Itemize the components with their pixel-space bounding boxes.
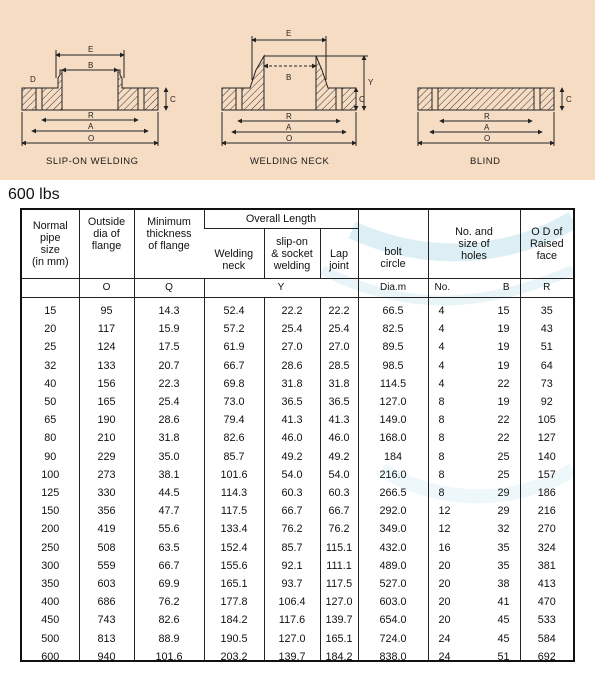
blind-caption: BLIND [470,156,501,167]
cell-lap-joint-length: 27.0 [320,338,358,356]
cell-welding-neck-length: 177.8 [204,593,264,611]
cell-welding-neck-length: 155.6 [204,557,264,575]
cell-outside-dia: 133 [79,357,134,375]
cell-lap-joint-length: 139.7 [320,611,358,629]
cell-holes-size: 15 [497,305,510,317]
cell-holes-no: 8 [428,429,470,447]
cell-outside-dia: 117 [79,320,134,338]
table-row [22,466,573,484]
cell-min-thickness: 76.2 [134,593,204,611]
cell-holes-size: 45 [497,632,510,645]
header-lap-joint: Lap joint [320,229,358,279]
cell-holes-no: 4 [428,320,470,338]
cell-holes-no: 8 [428,466,470,484]
slip-on-flange-drawing [22,50,166,146]
cell-outside-dia: 273 [79,466,134,484]
cell-welding-neck-length: 190.5 [204,630,264,648]
cell-raised-face: 533 [520,611,573,629]
cell-slip-on-length: 36.5 [264,393,320,411]
cell-size: 50 [44,396,57,409]
cell-min-thickness: 14.3 [134,298,204,321]
cell-welding-neck-length: 52.4 [204,298,264,321]
cell-size: 200 [41,523,60,536]
table-row [22,338,573,356]
cell-min-thickness: 15.9 [134,320,204,338]
header-min-thickness: Minimum thickness of flange [134,210,204,279]
cell-bolt-circle: 724.0 [358,630,428,648]
slip-on-caption: SLIP-ON WELDING [46,156,139,167]
blind-label-C: C [566,95,572,104]
cell-bolt-circle: 89.5 [358,338,428,356]
welding-neck-label-E: E [286,29,292,38]
slip-on-label-A: A [88,122,94,131]
cell-lap-joint-length: 66.7 [320,502,358,520]
cell-holes-size: 22 [497,377,510,390]
blind-label-A: A [484,123,490,132]
cell-welding-neck-length: 73.0 [204,393,264,411]
flange-dimensions-table [20,208,575,662]
cell-welding-neck-length: 133.4 [204,520,264,538]
welding-neck-label-A: A [286,123,292,132]
cell-bolt-circle: 489.0 [358,557,428,575]
cell-welding-neck-length: 165.1 [204,575,264,593]
table-row [22,357,573,375]
cell-welding-neck-length: 152.4 [204,539,264,557]
cell-raised-face: 73 [520,375,573,393]
welding-neck-caption: WELDING NECK [250,156,330,167]
blind-label-R: R [484,112,490,121]
slip-on-label-O: O [88,134,95,143]
table-row [22,320,573,338]
cell-holes-size: 38 [497,578,510,591]
table-row [22,411,573,429]
symbol-size [22,279,79,298]
cell-bolt-circle: 149.0 [358,411,428,429]
table-row [22,393,573,411]
cell-welding-neck-length: 184.2 [204,611,264,629]
cell-outside-dia: 686 [79,593,134,611]
cell-welding-neck-length: 203.2 [204,648,264,662]
welding-neck-flange-drawing [222,36,368,146]
table-row [22,630,573,648]
cell-slip-on-length: 60.3 [264,484,320,502]
cell-holes-no: 20 [428,593,470,611]
cell-lap-joint-length: 111.1 [320,557,358,575]
header-bolt-circle: bolt circle [358,210,428,279]
table-row [22,375,573,393]
cell-outside-dia: 229 [79,448,134,466]
header-outside-dia: Outside dia of flange [79,210,134,279]
welding-neck-label-R: R [286,112,292,121]
symbol-holes-b: B [470,279,520,298]
symbol-raised-face: R [520,279,573,298]
slip-on-label-D: D [30,75,36,84]
table-row [22,593,573,611]
cell-welding-neck-length: 69.8 [204,375,264,393]
cell-holes-size: 32 [497,523,510,536]
table-row [22,520,573,538]
welding-neck-label-B: B [286,73,292,82]
cell-slip-on-length: 127.0 [264,630,320,648]
table-row [22,557,573,575]
cell-raised-face: 413 [520,575,573,593]
cell-bolt-circle: 266.5 [358,484,428,502]
cell-size: 350 [41,578,60,591]
cell-holes-no: 4 [428,298,470,321]
cell-size: 25 [44,341,57,354]
cell-min-thickness: 101.6 [134,648,204,662]
cell-min-thickness: 28.6 [134,411,204,429]
cell-bolt-circle: 98.5 [358,357,428,375]
cell-outside-dia: 940 [79,648,134,662]
cell-holes-no: 20 [428,611,470,629]
cell-welding-neck-length: 101.6 [204,466,264,484]
cell-lap-joint-length: 36.5 [320,393,358,411]
table-row [22,575,573,593]
cell-size: 600 [41,650,60,662]
cell-slip-on-length: 76.2 [264,520,320,538]
cell-holes-size: 22 [497,432,510,445]
cell-min-thickness: 38.1 [134,466,204,484]
cell-size: 20 [44,323,57,336]
cell-raised-face: 140 [520,448,573,466]
cell-lap-joint-length: 115.1 [320,539,358,557]
cell-raised-face: 92 [520,393,573,411]
cell-lap-joint-length: 41.3 [320,411,358,429]
cell-min-thickness: 44.5 [134,484,204,502]
pressure-class-title: 600 lbs [8,186,60,203]
cell-min-thickness: 63.5 [134,539,204,557]
cell-size: 80 [44,432,57,445]
cell-lap-joint-length: 22.2 [320,298,358,321]
cell-lap-joint-length: 28.5 [320,357,358,375]
cell-bolt-circle: 168.0 [358,429,428,447]
cell-holes-no: 8 [428,411,470,429]
cell-min-thickness: 69.9 [134,575,204,593]
cell-min-thickness: 55.6 [134,520,204,538]
cell-raised-face: 105 [520,411,573,429]
cell-outside-dia: 124 [79,338,134,356]
cell-raised-face: 51 [520,338,573,356]
cell-bolt-circle: 82.5 [358,320,428,338]
cell-holes-size: 19 [497,323,510,336]
cell-holes-no: 20 [428,557,470,575]
cell-raised-face: 127 [520,429,573,447]
cell-holes-size: 25 [497,468,510,481]
cell-slip-on-length: 28.6 [264,357,320,375]
cell-size: 40 [44,377,57,390]
cell-size: 400 [41,596,60,609]
cell-slip-on-length: 49.2 [264,448,320,466]
cell-slip-on-length: 93.7 [264,575,320,593]
slip-on-label-E: E [88,45,94,54]
cell-holes-no: 4 [428,338,470,356]
cell-min-thickness: 17.5 [134,338,204,356]
cell-holes-no: 24 [428,630,470,648]
symbol-overall-length: Y [204,279,358,298]
cell-outside-dia: 508 [79,539,134,557]
cell-slip-on-length: 25.4 [264,320,320,338]
cell-lap-joint-length: 184.2 [320,648,358,662]
cell-welding-neck-length: 61.9 [204,338,264,356]
cell-bolt-circle: 654.0 [358,611,428,629]
cell-lap-joint-length: 25.4 [320,320,358,338]
cell-bolt-circle: 127.0 [358,393,428,411]
cell-lap-joint-length: 127.0 [320,593,358,611]
cell-holes-no: 24 [428,648,470,662]
symbol-min-thickness: Q [134,279,204,298]
cell-outside-dia: 603 [79,575,134,593]
cell-holes-size: 51 [497,650,510,662]
cell-holes-size: 19 [497,341,510,354]
cell-lap-joint-length: 117.5 [320,575,358,593]
cell-holes-no: 16 [428,539,470,557]
cell-bolt-circle: 66.5 [358,298,428,321]
cell-holes-size: 41 [497,596,510,609]
cell-bolt-circle: 292.0 [358,502,428,520]
header-raised-face: O D of Raised face [520,210,573,279]
cell-lap-joint-length: 54.0 [320,466,358,484]
cell-slip-on-length: 31.8 [264,375,320,393]
cell-min-thickness: 88.9 [134,630,204,648]
cell-holes-no: 12 [428,502,470,520]
cell-lap-joint-length: 60.3 [320,484,358,502]
table-row [22,611,573,629]
cell-bolt-circle: 216.0 [358,466,428,484]
flange-diagrams [0,0,595,180]
cell-holes-size: 25 [497,450,510,463]
cell-outside-dia: 743 [79,611,134,629]
cell-size: 100 [41,468,60,481]
cell-holes-no: 8 [428,448,470,466]
welding-neck-label-O: O [286,134,293,143]
cell-bolt-circle: 349.0 [358,520,428,538]
slip-on-label-B: B [88,61,94,70]
header-welding-neck: Welding neck [214,248,254,272]
cell-size: 15 [44,305,57,317]
cell-bolt-circle: 184 [358,448,428,466]
cell-outside-dia: 559 [79,557,134,575]
dimensions-grid [22,210,573,662]
symbol-bolt-circle: Dia.m [358,279,428,298]
cell-outside-dia: 330 [79,484,134,502]
cell-size: 90 [44,450,57,463]
welding-neck-label-C: C [359,95,365,104]
cell-raised-face: 324 [520,539,573,557]
header-slip-on: slip-on & socket welding [264,229,320,279]
cell-raised-face: 35 [520,298,573,321]
cell-slip-on-length: 92.1 [264,557,320,575]
cell-slip-on-length: 106.4 [264,593,320,611]
cell-lap-joint-length: 76.2 [320,520,358,538]
table-row [22,448,573,466]
cell-lap-joint-length: 46.0 [320,429,358,447]
table-row [22,502,573,520]
table-row [22,648,573,662]
cell-bolt-circle: 114.5 [358,375,428,393]
cell-holes-size: 35 [497,541,510,554]
cell-welding-neck-length: 82.6 [204,429,264,447]
header-holes: No. and size of holes [428,210,520,279]
cell-welding-neck-length: 85.7 [204,448,264,466]
table-row [22,429,573,447]
cell-welding-neck-length: 79.4 [204,411,264,429]
slip-on-label-R: R [88,111,94,120]
cell-min-thickness: 82.6 [134,611,204,629]
cell-size: 125 [41,487,60,500]
cell-holes-no: 8 [428,484,470,502]
cell-welding-neck-length: 114.3 [204,484,264,502]
cell-outside-dia: 813 [79,630,134,648]
flange-diagrams-panel [0,0,595,180]
cell-raised-face: 692 [520,648,573,662]
cell-outside-dia: 356 [79,502,134,520]
cell-size: 500 [41,632,60,645]
cell-slip-on-length: 46.0 [264,429,320,447]
cell-size: 300 [41,559,60,572]
cell-lap-joint-length: 49.2 [320,448,358,466]
cell-min-thickness: 25.4 [134,393,204,411]
slip-on-label-C: C [170,95,176,104]
cell-holes-size: 29 [497,505,510,518]
cell-raised-face: 43 [520,320,573,338]
cell-slip-on-length: 41.3 [264,411,320,429]
cell-raised-face: 470 [520,593,573,611]
cell-welding-neck-length: 57.2 [204,320,264,338]
cell-holes-size: 19 [497,396,510,409]
cell-min-thickness: 35.0 [134,448,204,466]
cell-outside-dia: 165 [79,393,134,411]
cell-bolt-circle: 432.0 [358,539,428,557]
cell-holes-no: 20 [428,575,470,593]
cell-lap-joint-length: 31.8 [320,375,358,393]
cell-holes-no: 8 [428,393,470,411]
cell-size: 250 [41,541,60,554]
cell-raised-face: 381 [520,557,573,575]
cell-bolt-circle: 603.0 [358,593,428,611]
cell-slip-on-length: 66.7 [264,502,320,520]
table-row [22,539,573,557]
cell-slip-on-length: 139.7 [264,648,320,662]
blind-label-O: O [484,134,491,143]
welding-neck-label-Y: Y [368,78,374,87]
cell-slip-on-length: 22.2 [264,298,320,321]
cell-welding-neck-length: 66.7 [204,357,264,375]
cell-raised-face: 157 [520,466,573,484]
cell-holes-size: 45 [497,614,510,627]
header-overall-length: Overall Length [204,210,358,229]
table-row [22,484,573,502]
cell-outside-dia: 419 [79,520,134,538]
cell-outside-dia: 190 [79,411,134,429]
symbol-holes-no: No. [428,279,470,298]
cell-min-thickness: 22.3 [134,375,204,393]
cell-min-thickness: 47.7 [134,502,204,520]
cell-bolt-circle: 527.0 [358,575,428,593]
cell-holes-no: 4 [428,375,470,393]
cell-min-thickness: 20.7 [134,357,204,375]
cell-size: 32 [44,359,57,372]
cell-slip-on-length: 85.7 [264,539,320,557]
cell-raised-face: 584 [520,630,573,648]
cell-min-thickness: 31.8 [134,429,204,447]
cell-size: 65 [44,414,57,427]
cell-holes-no: 4 [428,357,470,375]
cell-welding-neck-length: 117.5 [204,502,264,520]
cell-holes-size: 22 [497,414,510,427]
cell-outside-dia: 95 [79,298,134,321]
cell-size: 450 [41,614,60,627]
symbol-outside-dia: O [79,279,134,298]
cell-bolt-circle: 838.0 [358,648,428,662]
cell-outside-dia: 210 [79,429,134,447]
cell-lap-joint-length: 165.1 [320,630,358,648]
header-normal-pipe-size: Normal pipe size (in mm) [31,220,69,268]
cell-holes-size: 35 [497,559,510,572]
cell-size: 150 [41,505,60,518]
cell-slip-on-length: 54.0 [264,466,320,484]
cell-raised-face: 64 [520,357,573,375]
cell-holes-size: 29 [497,487,510,500]
cell-raised-face: 270 [520,520,573,538]
table-row [22,298,573,321]
cell-holes-no: 12 [428,520,470,538]
cell-raised-face: 186 [520,484,573,502]
cell-holes-size: 19 [497,359,510,372]
cell-outside-dia: 156 [79,375,134,393]
cell-slip-on-length: 117.6 [264,611,320,629]
cell-slip-on-length: 27.0 [264,338,320,356]
cell-raised-face: 216 [520,502,573,520]
cell-min-thickness: 66.7 [134,557,204,575]
